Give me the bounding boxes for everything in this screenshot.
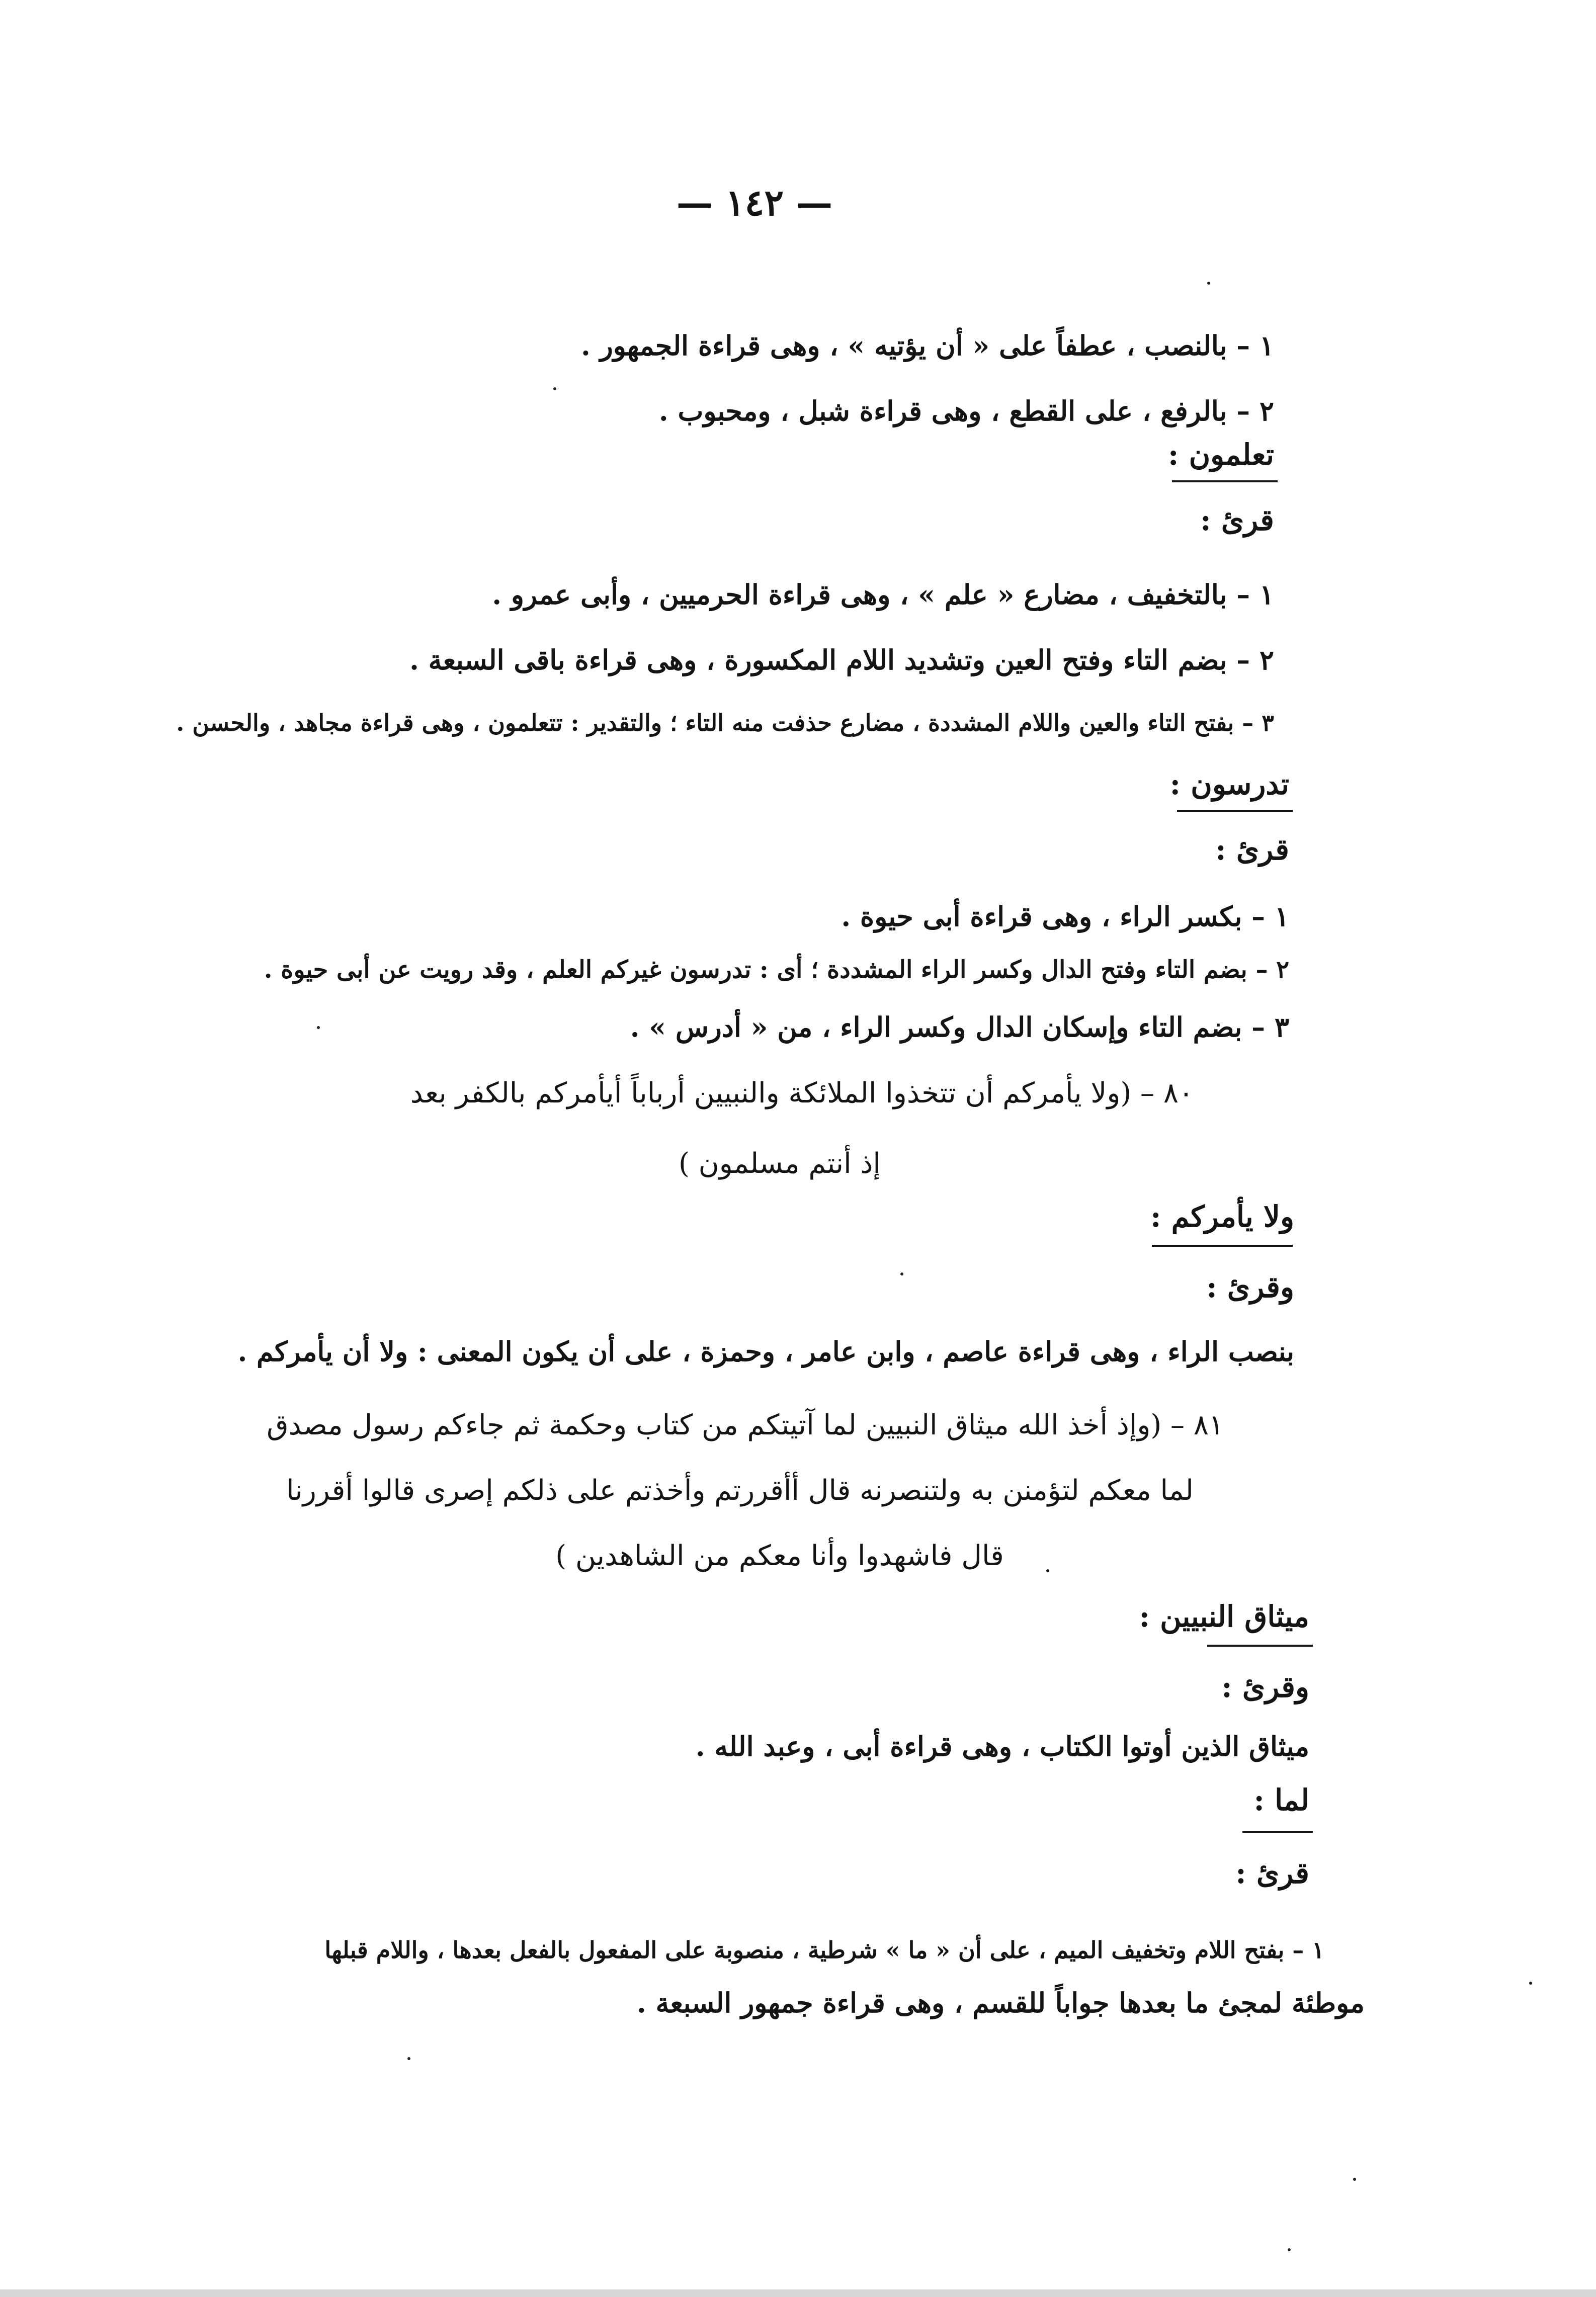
reading-line: ٣ – بفتح التاء والعين واللام المشددة ، مضارع حذفت منه التاء ؛ والتقدير : تتعلمون ، وهى قراءة مجاهد ، والحسن . bbox=[176, 709, 1274, 736]
scan-speck bbox=[1288, 2248, 1291, 2251]
reading-line: ١ – بفتح اللام وتخفيف الميم ، على أن « ما » شرطية ، منصوبة على المفعول بالفعل بعدها ، واللام قبلها bbox=[324, 1936, 1324, 1964]
reading-line: ٢ – بالرفع ، على القطع ، وهى قراءة شبل ، ومحبوب . bbox=[658, 395, 1274, 427]
reading-line: ٢ – بضم التاء وفتح الدال وكسر الراء المشددة ؛ أى : تدرسون غيركم العلم ، وقد رويت عن أبى حيوة . bbox=[264, 956, 1289, 984]
reading-line: ٣ – بضم التاء وإسكان الدال وكسر الراء ، من « أدرس » . bbox=[630, 1011, 1289, 1043]
scan-bottom-edge bbox=[0, 2289, 1596, 2297]
scan-speck bbox=[317, 1026, 320, 1029]
heading-underline bbox=[1172, 480, 1278, 482]
section-heading: تدرسون : bbox=[1169, 767, 1289, 801]
section-subheading: قرئ : bbox=[1235, 1856, 1309, 1890]
heading-underline bbox=[1242, 1831, 1313, 1833]
reading-line: ١ – بالتخفيف ، مضارع « علم » ، وهى قراءة الحرميين ، وأبى عمرو . bbox=[492, 578, 1274, 611]
reading-line: ١ – بالنصب ، عطفاً على « أن يؤتيه » ، وهى قراءة الجمهور . bbox=[581, 329, 1274, 362]
section-heading: لما : bbox=[1253, 1783, 1309, 1817]
verse-line: لما معكم لتؤمنن به ولتنصرنه قال أأقررتم وأخذتم على ذلكم إصرى قالوا أقررنا bbox=[286, 1474, 1194, 1507]
heading-underline bbox=[1177, 810, 1293, 812]
reading-line: ١ – بكسر الراء ، وهى قراءة أبى حيوة . bbox=[841, 900, 1289, 932]
heading-underline bbox=[1152, 1245, 1293, 1247]
page-number: — ١٤٢ — bbox=[676, 181, 833, 224]
reading-line: ميثاق الذين أوتوا الكتاب ، وهى قراءة أبى ، وعبد الله . bbox=[695, 1730, 1309, 1762]
scan-speck bbox=[1529, 1982, 1532, 1985]
scan-speck bbox=[553, 387, 556, 390]
section-subheading: قرئ : bbox=[1200, 503, 1274, 537]
reading-line: بنصب الراء ، وهى قراءة عاصم ، وابن عامر ، وحمزة ، على أن يكون المعنى : ولا أن يأمركم . bbox=[237, 1335, 1294, 1368]
scan-speck bbox=[407, 2057, 410, 2060]
verse-line: إذ أنتم مسلمون ) bbox=[679, 1147, 881, 1180]
scan-speck bbox=[900, 1272, 903, 1275]
section-heading: تعلمون : bbox=[1167, 438, 1274, 472]
heading-underline bbox=[1207, 1645, 1313, 1647]
section-heading: ميثاق النبيين : bbox=[1139, 1599, 1309, 1634]
section-heading: ولا يأمركم : bbox=[1150, 1200, 1294, 1234]
section-subheading: وقرئ : bbox=[1221, 1670, 1309, 1704]
verse-line: ٨١ – (وإذ أخذ الله ميثاق النبيين لما آتيتكم من كتاب وحكمة ثم جاءكم رسول مصدق bbox=[267, 1409, 1224, 1441]
section-subheading: وقرئ : bbox=[1206, 1270, 1294, 1304]
reading-line: موطئة لمجئ ما بعدها جواباً للقسم ، وهى قراءة جمهور السبعة . bbox=[636, 1987, 1365, 2019]
verse-line: ٨٠ – (ولا يأمركم أن تتخذوا الملائكة والنبيين أرباباً أيأمركم بالكفر بعد bbox=[410, 1077, 1194, 1110]
scan-speck bbox=[1046, 1569, 1049, 1572]
scan-speck bbox=[1353, 2178, 1356, 2181]
reading-line: ٢ – بضم التاء وفتح العين وتشديد اللام المكسورة ، وهى قراءة باقى السبعة . bbox=[409, 644, 1274, 676]
section-subheading: قرئ : bbox=[1215, 832, 1289, 867]
verse-line: قال فاشهدوا وأنا معكم من الشاهدين ) bbox=[555, 1540, 1004, 1572]
scan-speck bbox=[1207, 282, 1210, 285]
